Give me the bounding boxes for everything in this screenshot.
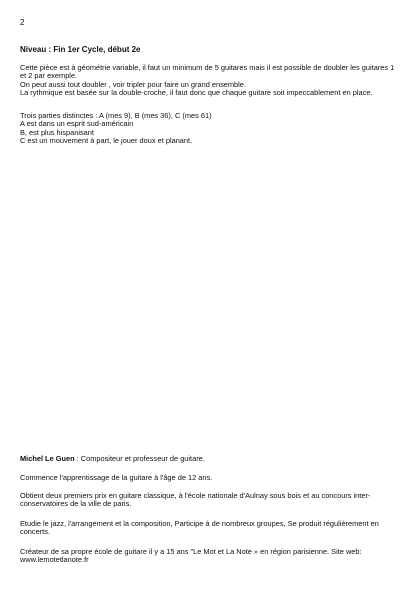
intro-section [20,64,400,98]
bio-paragraph [20,520,404,537]
parts-line: B, est plus hispanisant [20,127,94,137]
bio-paragraph [20,548,404,565]
parts-line: Trois parties distinctes : A (mes 9), B (mes 36), C (mes 61) [20,111,212,120]
bio-header [20,455,404,463]
composer-name: Michel Le Guen [20,454,75,463]
bio-text: Créateur de sa propre école de guitare il y a 15 ans "Le Mot et La Note » en région parisienne. Site web: www.lemotetlanote.fr [20,547,362,565]
parts-section [20,112,400,146]
intro-paragraph: Cette pièce est à géométrie variable, il faut un minimum de 5 guitares mais il est possible de doubler les guitares 1 et 2 par exemple. [20,63,395,81]
composer-role: : Compositeur et professeur de guitare. [74,454,205,463]
bio-paragraph [20,492,404,509]
bio-text: Commence l'apprentissage de la guitare à l'âge de 12 ans. [20,473,213,482]
intro-paragraph: La rythmique est basée sur la double-croche, il faut donc que chaque guitare soit impeccablement en place. [20,88,373,98]
parts-line: A est dans un esprit sud-américain [20,119,134,129]
bio-text: Etudie le jazz, l'arrangement et la composition, Participe à de nombreux groupes, Se produit régulièrement en concerts. [20,519,379,537]
level-heading: Niveau : Fin 1er Cycle, début 2e [20,45,141,54]
bio-paragraph [20,474,404,482]
intro-paragraph: On peut aussi tout doubler , voir tripler pour faire un grand ensemble. [20,79,246,89]
parts-line: C est un mouvement à part, le jouer doux et planant. [20,136,193,146]
bio-text: Obtient deux premiers prix en guitare classique, à l'école nationale d'Aulnay sous bois et au concours inter-conservatoires de la ville de paris. [20,491,371,509]
page-number: 2 [20,18,25,27]
